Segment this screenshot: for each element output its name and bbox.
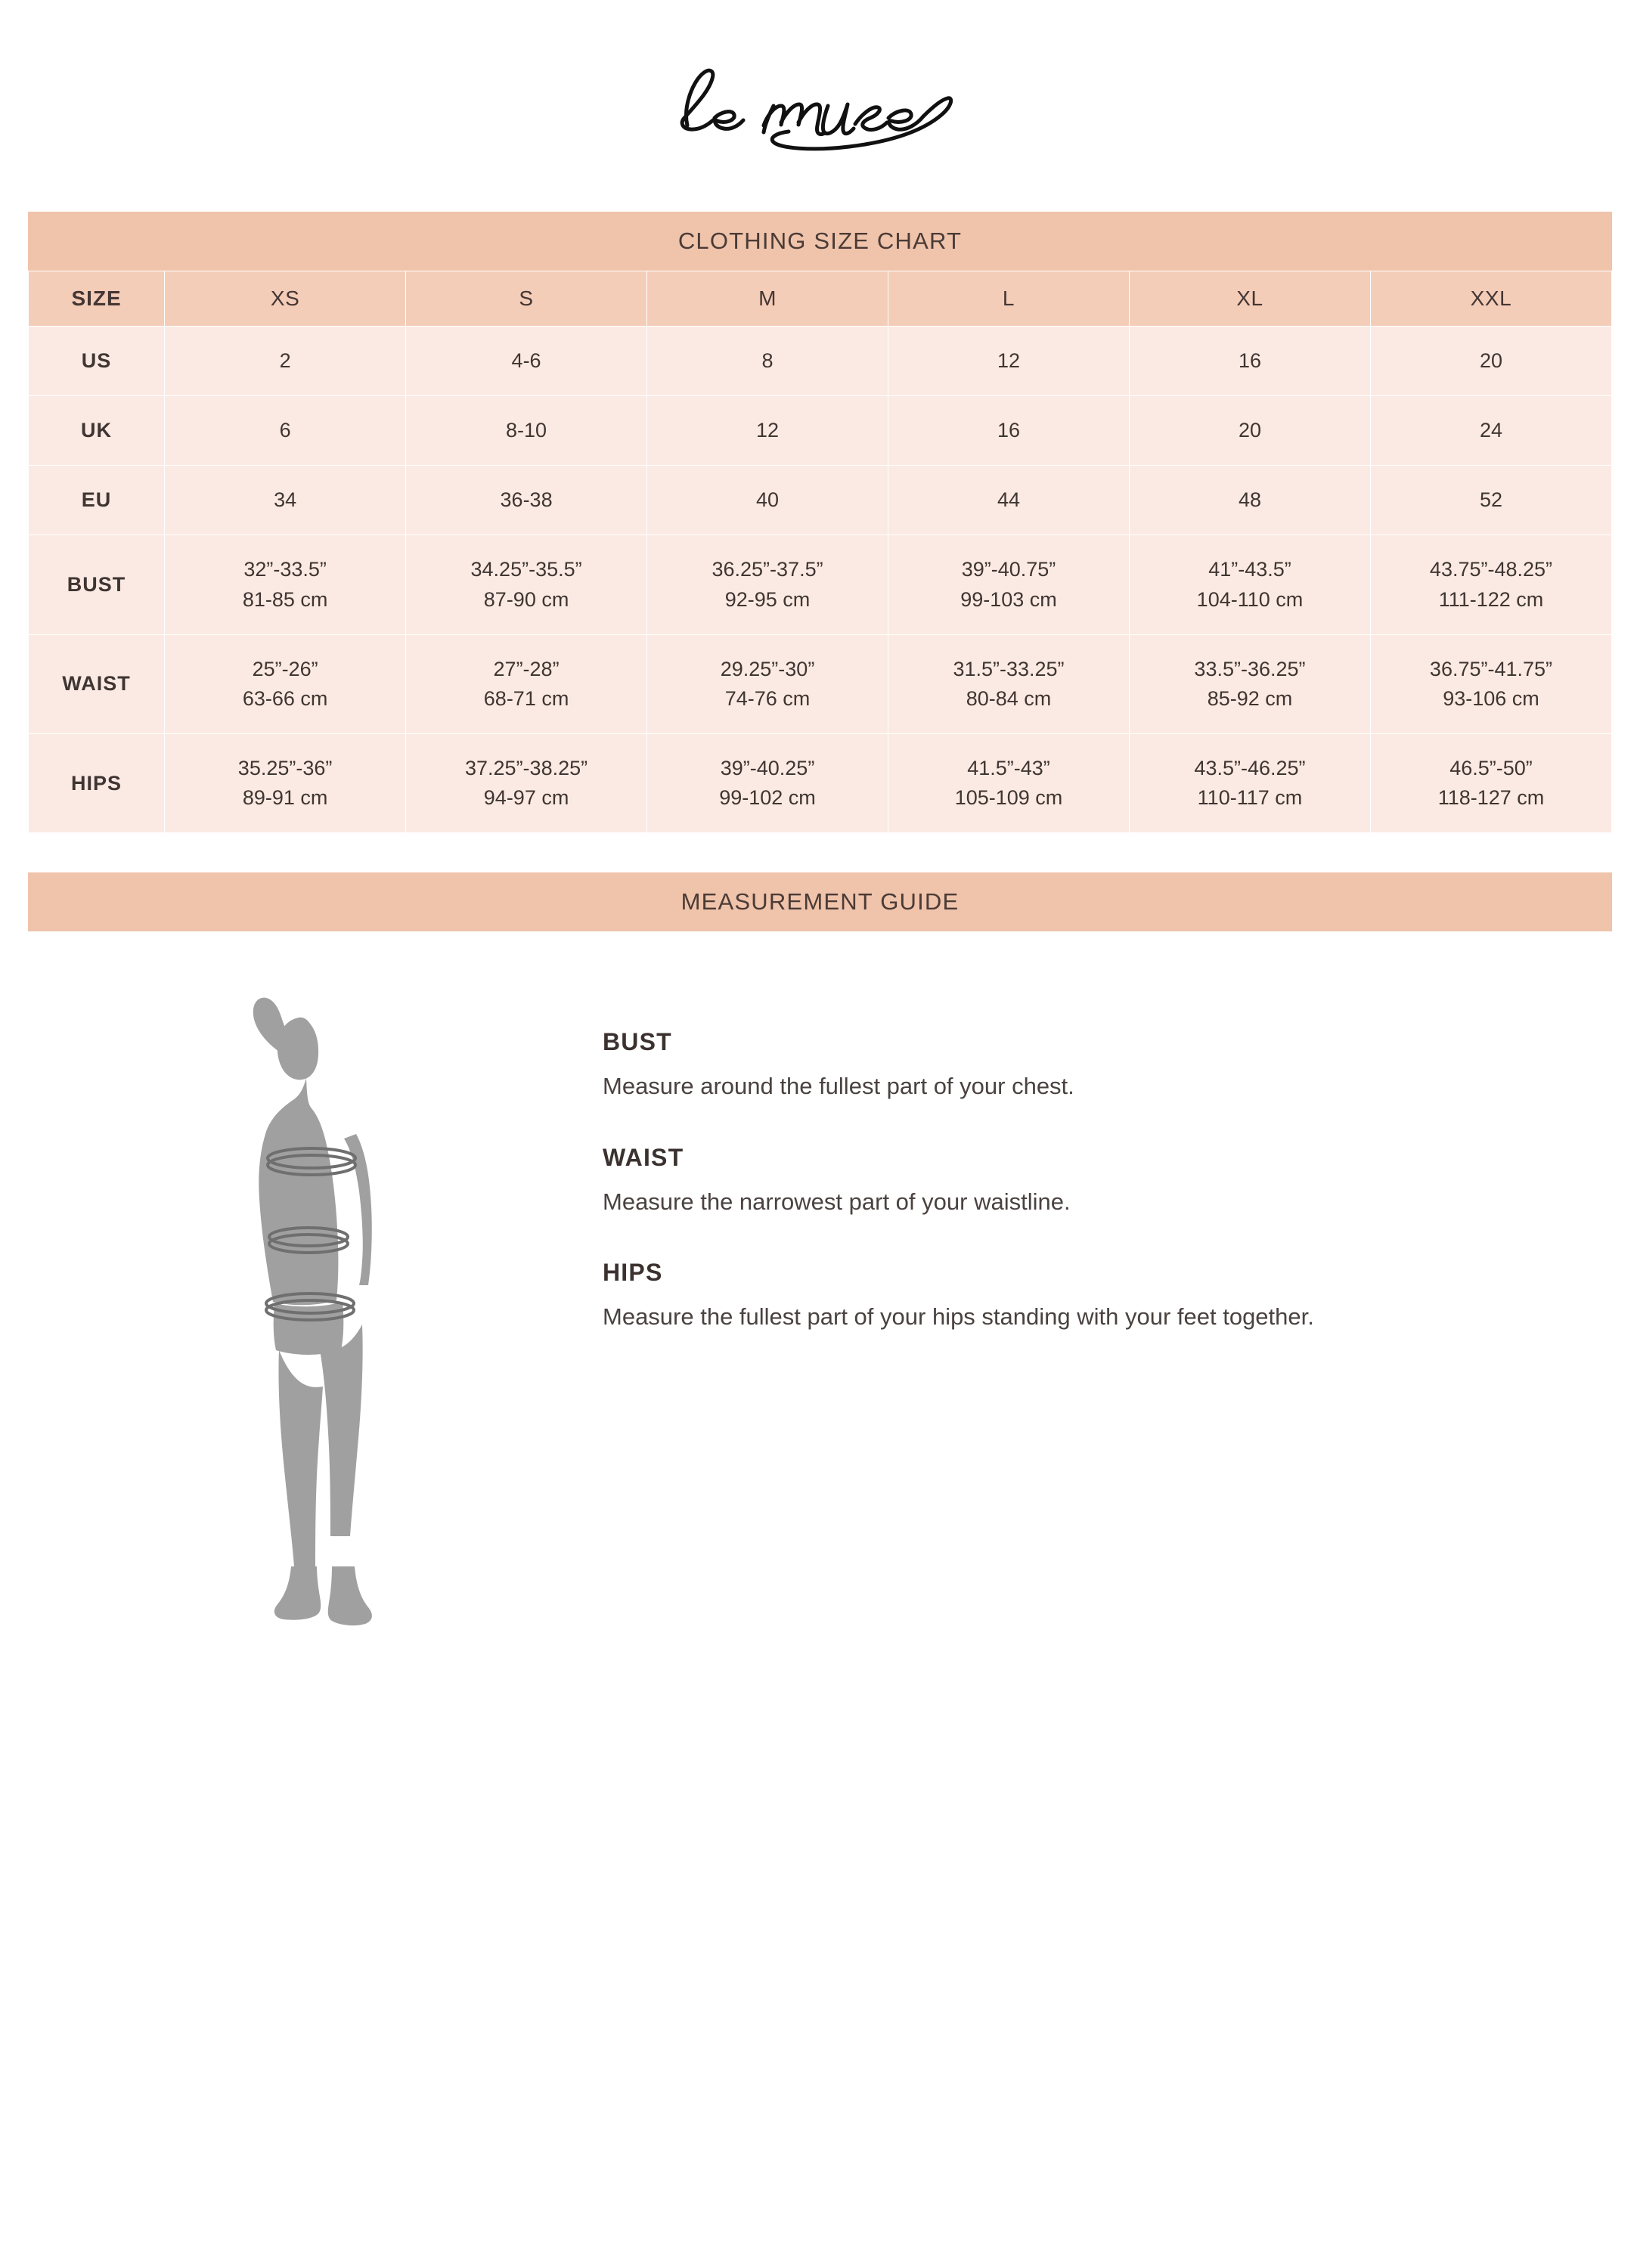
- cell-bust-xxl: 43.75”-48.25” 111-122 cm: [1370, 535, 1611, 634]
- table-row: [29, 535, 1612, 634]
- cell-waist-xl: 33.5”-36.25” 85-92 cm: [1129, 634, 1370, 733]
- cell-hips-l: 41.5”-43” 105-109 cm: [888, 733, 1130, 832]
- cell-waist-s: 27”-28” 68-71 cm: [406, 634, 647, 733]
- cell-eu-xs: 34: [165, 466, 406, 535]
- column-header-l: L: [888, 271, 1130, 327]
- measurement-guide-body: [28, 931, 1612, 1709]
- cell-eu-l: 44: [888, 466, 1130, 535]
- cell-waist-xxl: 36.75”-41.75” 93-106 cm: [1370, 634, 1611, 733]
- cell-bust-s: 34.25”-35.5” 87-90 cm: [406, 535, 647, 634]
- female-body-silhouette-icon: [157, 983, 474, 1709]
- guide-text-column: [603, 975, 1612, 1335]
- cell-hips-s: 37.25”-38.25” 94-97 cm: [406, 733, 647, 832]
- guide-item-hips-desc: Measure the fullest part of your hips standing with your feet together.: [603, 1303, 1314, 1331]
- row-label-eu: EU: [29, 466, 165, 535]
- column-header-size: SIZE: [29, 271, 165, 327]
- cell-uk-xl: 20: [1129, 396, 1370, 466]
- table-row: [29, 733, 1612, 832]
- cell-hips-m: 39”-40.25” 99-102 cm: [647, 733, 888, 832]
- row-label-us: US: [29, 327, 165, 396]
- cell-hips-xxl: 46.5”-50” 118-127 cm: [1370, 733, 1611, 832]
- row-label-uk: UK: [29, 396, 165, 466]
- column-header-s: S: [406, 271, 647, 327]
- column-header-xs: XS: [165, 271, 406, 327]
- cell-eu-xl: 48: [1129, 466, 1370, 535]
- cell-uk-s: 8-10: [406, 396, 647, 466]
- guide-item-waist-title: WAIST: [603, 1143, 684, 1171]
- cell-hips-xs: 35.25”-36” 89-91 cm: [165, 733, 406, 832]
- cell-uk-m: 12: [647, 396, 888, 466]
- guide-item-bust-desc: Measure around the fullest part of your chest.: [603, 1073, 1074, 1100]
- size-chart-title: CLOTHING SIZE CHART: [28, 212, 1612, 271]
- table-row: [29, 634, 1612, 733]
- cell-hips-xl: 43.5”-46.25” 110-117 cm: [1129, 733, 1370, 832]
- cell-waist-m: 29.25”-30” 74-76 cm: [647, 634, 888, 733]
- row-label-hips: HIPS: [29, 733, 165, 832]
- cell-us-m: 8: [647, 327, 888, 396]
- cell-waist-xs: 25”-26” 63-66 cm: [165, 634, 406, 733]
- table-row: [29, 466, 1612, 535]
- le-muse-script-logo: [660, 53, 978, 159]
- guide-item-waist-desc: Measure the narrowest part of your waistline.: [603, 1188, 1071, 1215]
- cell-us-xs: 2: [165, 327, 406, 396]
- guide-item-hips: [603, 1259, 1544, 1335]
- figure-column: [28, 975, 603, 1709]
- column-header-xl: XL: [1129, 271, 1370, 327]
- cell-bust-m: 36.25”-37.5” 92-95 cm: [647, 535, 888, 634]
- cell-us-s: 4-6: [406, 327, 647, 396]
- clothing-size-chart: [28, 212, 1612, 833]
- cell-eu-m: 40: [647, 466, 888, 535]
- table-row: [29, 396, 1612, 466]
- guide-item-waist: [603, 1144, 1544, 1220]
- cell-us-xl: 16: [1129, 327, 1370, 396]
- column-header-m: M: [647, 271, 888, 327]
- table-row: [29, 327, 1612, 396]
- guide-item-bust-title: BUST: [603, 1028, 672, 1056]
- cell-uk-l: 16: [888, 396, 1130, 466]
- cell-us-xxl: 20: [1370, 327, 1611, 396]
- cell-bust-l: 39”-40.75” 99-103 cm: [888, 535, 1130, 634]
- measurement-guide-title: MEASUREMENT GUIDE: [28, 872, 1612, 931]
- cell-waist-l: 31.5”-33.25” 80-84 cm: [888, 634, 1130, 733]
- cell-us-l: 12: [888, 327, 1130, 396]
- row-label-waist: WAIST: [29, 634, 165, 733]
- measurement-guide: [28, 872, 1612, 1709]
- size-table-header-row: [29, 271, 1612, 327]
- column-header-xxl: XXL: [1370, 271, 1611, 327]
- cell-eu-xxl: 52: [1370, 466, 1611, 535]
- cell-bust-xl: 41”-43.5” 104-110 cm: [1129, 535, 1370, 634]
- cell-bust-xs: 32”-33.5” 81-85 cm: [165, 535, 406, 634]
- cell-eu-s: 36-38: [406, 466, 647, 535]
- cell-uk-xs: 6: [165, 396, 406, 466]
- cell-uk-xxl: 24: [1370, 396, 1611, 466]
- guide-item-hips-title: HIPS: [603, 1259, 663, 1287]
- brand-logo: [26, 0, 1611, 212]
- size-table: [28, 271, 1612, 833]
- guide-item-bust: [603, 1028, 1544, 1105]
- row-label-bust: BUST: [29, 535, 165, 634]
